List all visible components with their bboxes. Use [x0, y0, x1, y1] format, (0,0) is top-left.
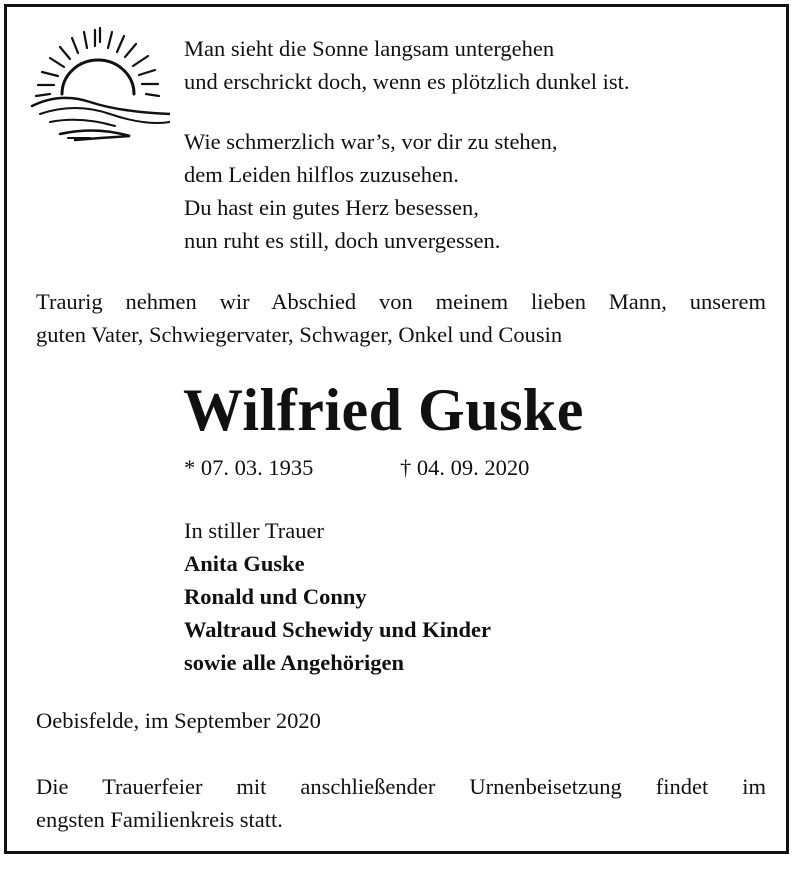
closing-text	[36, 770, 766, 836]
intro-line: guten Vater, Schwiegervater, Schwager, Onkel und Cousin	[36, 322, 563, 347]
intro-text	[36, 285, 766, 351]
mourner-name: Anita Guske	[184, 551, 305, 576]
deceased-name: Wilfried Guske	[183, 377, 584, 443]
death-date: † 04. 09. 2020	[400, 455, 530, 480]
birth-date: * 07. 03. 1935	[184, 455, 314, 480]
poem-line: Du hast ein gutes Herz besessen,	[184, 195, 479, 220]
poem-line: und erschrickt doch, wenn es plötzlich dunkel ist.	[184, 69, 630, 94]
sunset-icon	[20, 22, 170, 147]
mourner-name: Waltraud Schewidy und Kinder	[184, 617, 491, 642]
mourners-heading: In stiller Trauer	[184, 518, 324, 543]
poem-line: dem Leiden hilflos zuzusehen.	[184, 162, 459, 187]
closing-line: Die Trauerfeier mit anschließender Urnenbeisetzung findet im	[36, 774, 766, 799]
poem-stanza-2	[184, 125, 558, 257]
mourners-block	[184, 514, 491, 679]
place-date: Oebisfelde, im September 2020	[36, 708, 321, 733]
intro-line: Traurig nehmen wir Abschied von meinem lieben Mann, unserem	[36, 289, 766, 314]
poem-line: nun ruht es still, doch unvergessen.	[184, 228, 501, 253]
poem-line: Man sieht die Sonne langsam untergehen	[184, 36, 555, 61]
mourner-name: Ronald und Conny	[184, 584, 367, 609]
poem-line: Wie schmerzlich war’s, vor dir zu stehen,	[184, 129, 558, 154]
mourner-name: sowie alle Angehörigen	[184, 650, 404, 675]
closing-line: engsten Familienkreis statt.	[36, 807, 283, 832]
poem-stanza-1	[184, 32, 630, 98]
